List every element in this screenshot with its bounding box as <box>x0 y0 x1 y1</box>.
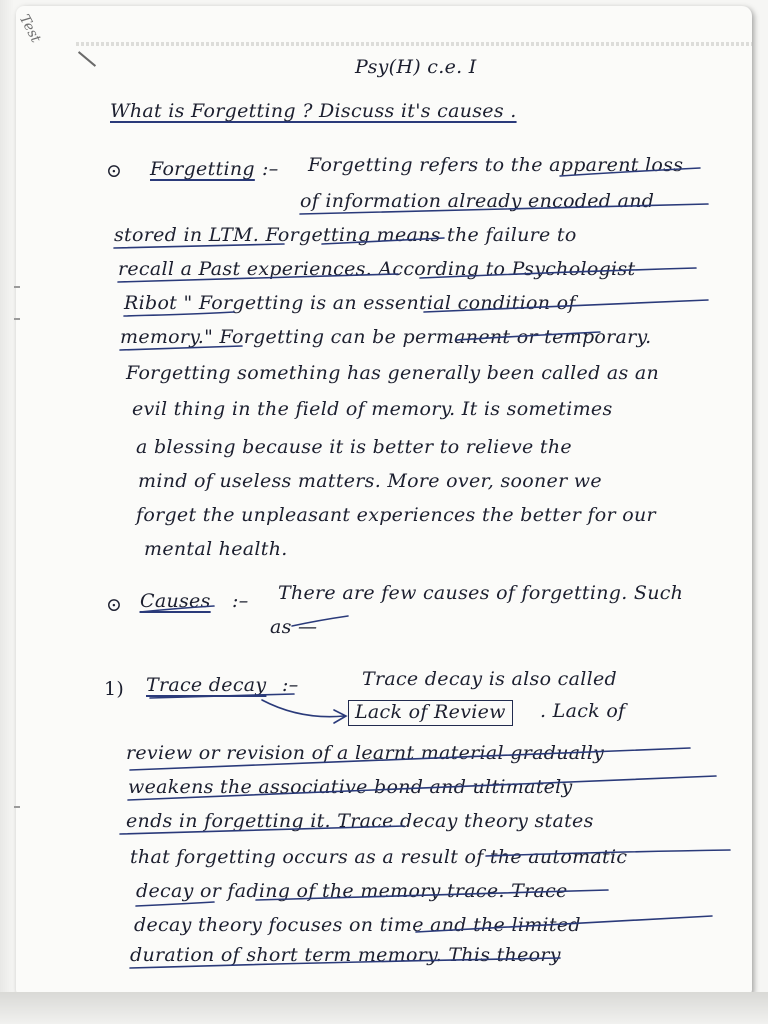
section3-line: review or revision of a learnt material gradually <box>126 742 605 764</box>
section1-separator: :– <box>262 158 279 180</box>
boxed-term: Lack of Review <box>348 700 513 726</box>
margin-mark <box>14 286 20 288</box>
section3-line: that forgetting occurs as a result of the automatic <box>130 846 628 868</box>
section3-line: decay or fading of the memory trace. Trace <box>136 880 568 902</box>
sheet-bottom-shadow <box>0 992 768 1024</box>
section1-line: memory." Forgetting can be permanent or temporary. <box>120 326 652 348</box>
section2-separator: :– <box>232 590 249 612</box>
page-title: Psy(H) c.e. I <box>355 56 477 78</box>
section1-line: stored in LTM. Forgetting means the failure to <box>114 224 577 246</box>
perforation-edge <box>76 42 752 46</box>
corner-note: Test <box>15 12 44 46</box>
section1-line: a blessing because it is better to relieve the <box>136 436 572 458</box>
section1-line: of information already encoded and <box>300 190 655 212</box>
section2-marker: ⊙ <box>106 594 123 616</box>
section1-line: recall a Past experiences. According to Psychologist <box>118 258 636 280</box>
margin-mark <box>14 806 20 808</box>
left-edge-shadow <box>0 0 14 1024</box>
section2-line: as — <box>270 616 318 638</box>
section2-heading: Causes <box>140 590 211 612</box>
section1-line: Forgetting refers to the apparent loss <box>308 154 684 176</box>
question-heading: What is Forgetting ? Discuss it's causes . <box>110 100 517 122</box>
section3-after-box: . Lack of <box>540 700 626 722</box>
section1-line: Forgetting something has generally been called as an <box>126 362 660 384</box>
section1-line: mind of useless matters. More over, sooner we <box>138 470 602 492</box>
margin-mark <box>14 318 20 320</box>
section2-line: There are few causes of forgetting. Such <box>278 582 684 604</box>
section3-line: decay theory focuses on time and the limited <box>134 914 581 936</box>
section1-line: evil thing in the field of memory. It is sometimes <box>132 398 613 420</box>
section1-marker: ⊙ <box>106 160 123 182</box>
section3-heading: Trace decay <box>146 674 267 696</box>
section3-marker: 1) <box>104 678 125 700</box>
section3-line: weakens the associative bond and ultimately <box>128 776 573 798</box>
section1-line: mental health. <box>144 538 288 560</box>
section1-heading: Forgetting <box>150 158 255 180</box>
section3-line: duration of short term memory. This theory <box>130 944 561 966</box>
section1-line: Ribot " Forgetting is an essential condition of <box>124 292 576 314</box>
section3-separator: :– <box>282 674 299 696</box>
section1-line: forget the unpleasant experiences the better for our <box>136 504 656 526</box>
section3-line: Trace decay is also called <box>362 668 617 690</box>
section3-line: ends in forgetting it. Trace decay theory states <box>126 810 594 832</box>
